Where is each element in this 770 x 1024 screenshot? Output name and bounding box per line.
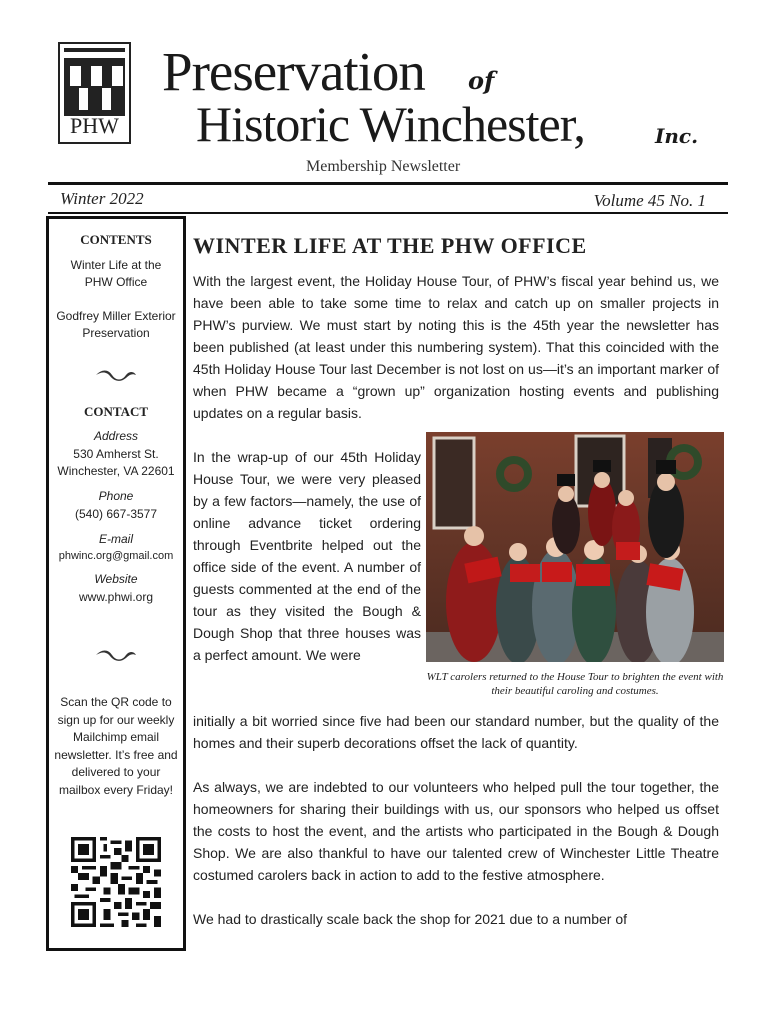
flourish-icon	[49, 643, 183, 667]
address-label: Address	[93, 429, 139, 443]
phone-number[interactable]: (540) 667-3577	[74, 507, 158, 521]
qr-instructions: Scan the QR code to sign up for our weekly Mailchimp email newsletter. It’s free and delivered to your mailbox every Friday!	[54, 695, 178, 797]
article-paragraph-2-cont: initially a bit worried since five had been our standard number, but the quality of the homes and their superb decorations offset the lack of quantity.	[193, 713, 719, 751]
contact-heading: CONTACT	[83, 404, 149, 419]
issue-date: Winter 2022	[60, 189, 144, 208]
address-line2: Winchester, VA 22601	[57, 464, 175, 478]
phone-label: Phone	[98, 489, 134, 503]
masthead-inc: Inc.	[655, 124, 699, 148]
qr-code-icon[interactable]	[71, 834, 161, 930]
sidebar	[46, 216, 186, 951]
masthead-title-line1: Preservation	[162, 41, 425, 102]
masthead-subtitle: Membership Newsletter	[306, 158, 461, 175]
masthead-of: of	[468, 66, 495, 95]
email-link[interactable]: phwinc.org@gmail.com	[58, 550, 174, 562]
website-link[interactable]: www.phwi.org	[78, 590, 154, 604]
article-paragraph-1: With the largest event, the Holiday House Tour, of PHW’s fiscal year behind us, we have been able to take some time to relax and catch up on smaller projects in PHW’s purview. We must start by noting this is the 45th year the newsletter has been published (at least under this numbering system). That this coincided with the 45th Holiday House Tour last December is not lost on us—it’s an important marker of when PHW became a “grown up” organization hosting events and publishing updates on a regular basis.	[193, 273, 719, 421]
contents-item-godfrey-miller[interactable]: Godfrey Miller Exterior Preservation	[56, 309, 176, 340]
article-paragraph-4: We had to drastically scale back the shop for 2021 due to a number of	[193, 911, 627, 927]
website-label: Website	[94, 572, 138, 586]
contents-item-winter-life[interactable]: Winter Life at the PHW Office	[70, 258, 162, 289]
masthead-rule-top	[48, 182, 728, 185]
photo-caption: WLT carolers returned to the House Tour to brighten the event with their beautiful caroling and costumes.	[426, 671, 724, 697]
flourish-icon	[49, 363, 183, 387]
article-paragraph-2-wrap: In the wrap-up of our 45th Holiday House Tour, we were very pleased by a few factors—namely, the use of online advance ticket ordering through Eventbrite helped out the office side of the event. A number of guests commented at the end of the tour as they visited the Bough & Dough Shop that three houses was a perfect amount. We were	[193, 449, 421, 663]
contents-heading: CONTENTS	[80, 232, 152, 247]
email-label: E-mail	[98, 532, 133, 546]
building-icon	[64, 48, 125, 116]
phw-logo	[58, 42, 131, 144]
address-line1: 530 Amherst St.	[73, 447, 159, 461]
article-title: WINTER LIFE AT THE PHW OFFICE	[193, 233, 587, 258]
issue-volume: Volume 45 No. 1	[593, 191, 706, 210]
masthead-rule-bottom	[48, 212, 728, 214]
masthead-title-line2: Historic Winchester,	[196, 96, 585, 152]
logo-text: PHW	[70, 113, 119, 138]
carolers-photo	[426, 432, 724, 662]
article-paragraph-3: As always, we are indebted to our volunteers who helped pull the tour together, the homeowners for sharing their buildings with us, our sponsors who helped us offset the costs to host the event, and the artists who participated in the Bough & Dough Shop. We are also thankful to have our talented crew of Winchester Little Theatre costumed carolers back in action to add to the festive atmosphere.	[193, 779, 719, 883]
